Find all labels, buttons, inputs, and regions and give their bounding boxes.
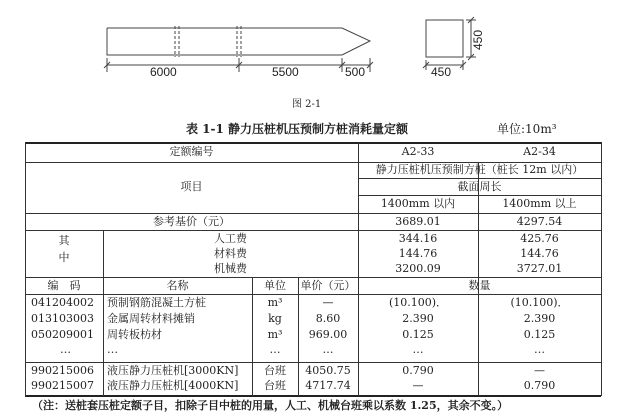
row-price: 8.60 [315, 312, 341, 325]
machine-cost-a2-34: 3727.01 [516, 262, 563, 275]
row-unit: m³ [267, 328, 283, 341]
row-unit: 台班 [264, 379, 286, 392]
row-name: 预制钢筋混凝土方桩 [107, 296, 206, 309]
row-quantity-a2-34: 2.390 [523, 312, 556, 325]
section-width-dimension: 450 [431, 65, 452, 79]
machine-cost-a2-33: 3200.09 [395, 262, 441, 275]
row-unit: kg [268, 312, 282, 325]
col-code-header: 编 码 [47, 279, 81, 292]
row-quantity-a2-33: … [412, 343, 424, 356]
table-title: 表 1-1 静力压桩机压预制方桩消耗量定额 [186, 122, 409, 136]
dimension-500: 500 [345, 65, 366, 79]
row-name: … [107, 343, 118, 356]
labor-cost-a2-34: 425.76 [520, 232, 559, 245]
table-unit: 单位:10m³ [497, 122, 557, 136]
row-unit: … [269, 343, 281, 356]
perimeter-above-1400: 1400mm 以上 [502, 197, 577, 210]
elevation-dimension-line [104, 58, 373, 72]
row-name: 周转板枋材 [107, 328, 162, 341]
row-name: 金属周转材料摊销 [107, 312, 195, 325]
row-code: … [60, 343, 71, 356]
row-price: 4050.75 [305, 364, 351, 377]
row-price: 4717.74 [305, 379, 351, 392]
perimeter-within-1400: 1400mm 以内 [380, 197, 456, 210]
row-quantity-a2-33: 2.390 [402, 312, 434, 325]
row-price: 969.00 [308, 328, 348, 341]
row-quantity-a2-34: 0.125 [523, 328, 556, 341]
section-perimeter-label: 截面周长 [457, 180, 502, 193]
material-cost-a2-33: 144.76 [398, 247, 438, 260]
breakdown-group-label-1: 其 [58, 234, 70, 247]
figure-caption: 图 2-1 [292, 99, 322, 110]
quota-code-a2-33: A2-33 [401, 145, 435, 158]
row-code: 041204002 [31, 296, 94, 309]
row-quantity-a2-34: 0.790 [523, 379, 556, 392]
machine-cost-label: 机械费 [214, 262, 247, 275]
labor-cost-label: 人工费 [214, 232, 247, 245]
quota-number-label: 定额编号 [169, 145, 214, 158]
row-quantity-a2-33: — [412, 379, 424, 392]
row-unit: 台班 [264, 364, 286, 377]
row-quantity-a2-34: … [534, 343, 545, 356]
row-name: 液压静力压桩机[3000KN] [107, 364, 239, 377]
row-quantity-a2-34: — [534, 364, 545, 377]
row-quantity-a2-33: 0.125 [402, 328, 434, 341]
row-name: 液压静力压桩机[4000KN] [107, 379, 239, 392]
row-unit: m³ [267, 296, 283, 309]
base-price-label: 参考基价（元） [153, 215, 230, 228]
col-quantity-header: 数量 [468, 279, 491, 292]
row-code: 013103003 [31, 312, 94, 325]
labor-cost-a2-33: 344.16 [398, 232, 438, 245]
pile-description: 静力压桩机压预制方桩（桩长 12m 以内） [375, 163, 584, 176]
row-price: — [322, 296, 334, 309]
section-height-dimension: 450 [471, 29, 485, 50]
dimension-6000: 6000 [150, 65, 177, 79]
material-cost-a2-34: 144.76 [520, 247, 559, 260]
quota-code-a2-34: A2-34 [523, 145, 556, 158]
dimension-5500: 5500 [272, 65, 299, 79]
item-label: 项目 [180, 180, 203, 193]
row-quantity-a2-33: 0.790 [402, 364, 434, 377]
pile-elevation [107, 26, 370, 57]
col-unit-header: 单位 [264, 279, 286, 292]
row-code: 990215006 [31, 364, 94, 377]
pile-cross-section [423, 17, 476, 70]
row-quantity-a2-33: (10.100)． [388, 296, 448, 309]
row-code: 050209001 [31, 328, 94, 341]
table-note: （注：送桩套压桩定额子目，扣除子目中桩的用量，人工、机械台班乘以系数 1.25，其余不变。） [32, 399, 509, 412]
row-code: 990215007 [31, 379, 94, 392]
row-price: … [322, 343, 334, 356]
col-price-header: 单价（元） [300, 279, 356, 292]
col-name-header: 名称 [166, 279, 189, 292]
base-price-a2-33: 3689.01 [395, 215, 441, 228]
breakdown-group-label-2: 中 [58, 251, 70, 264]
row-quantity-a2-34: (10.100)． [510, 296, 569, 309]
material-cost-label: 材料费 [214, 247, 247, 260]
base-price-a2-34: 4297.54 [516, 215, 563, 228]
